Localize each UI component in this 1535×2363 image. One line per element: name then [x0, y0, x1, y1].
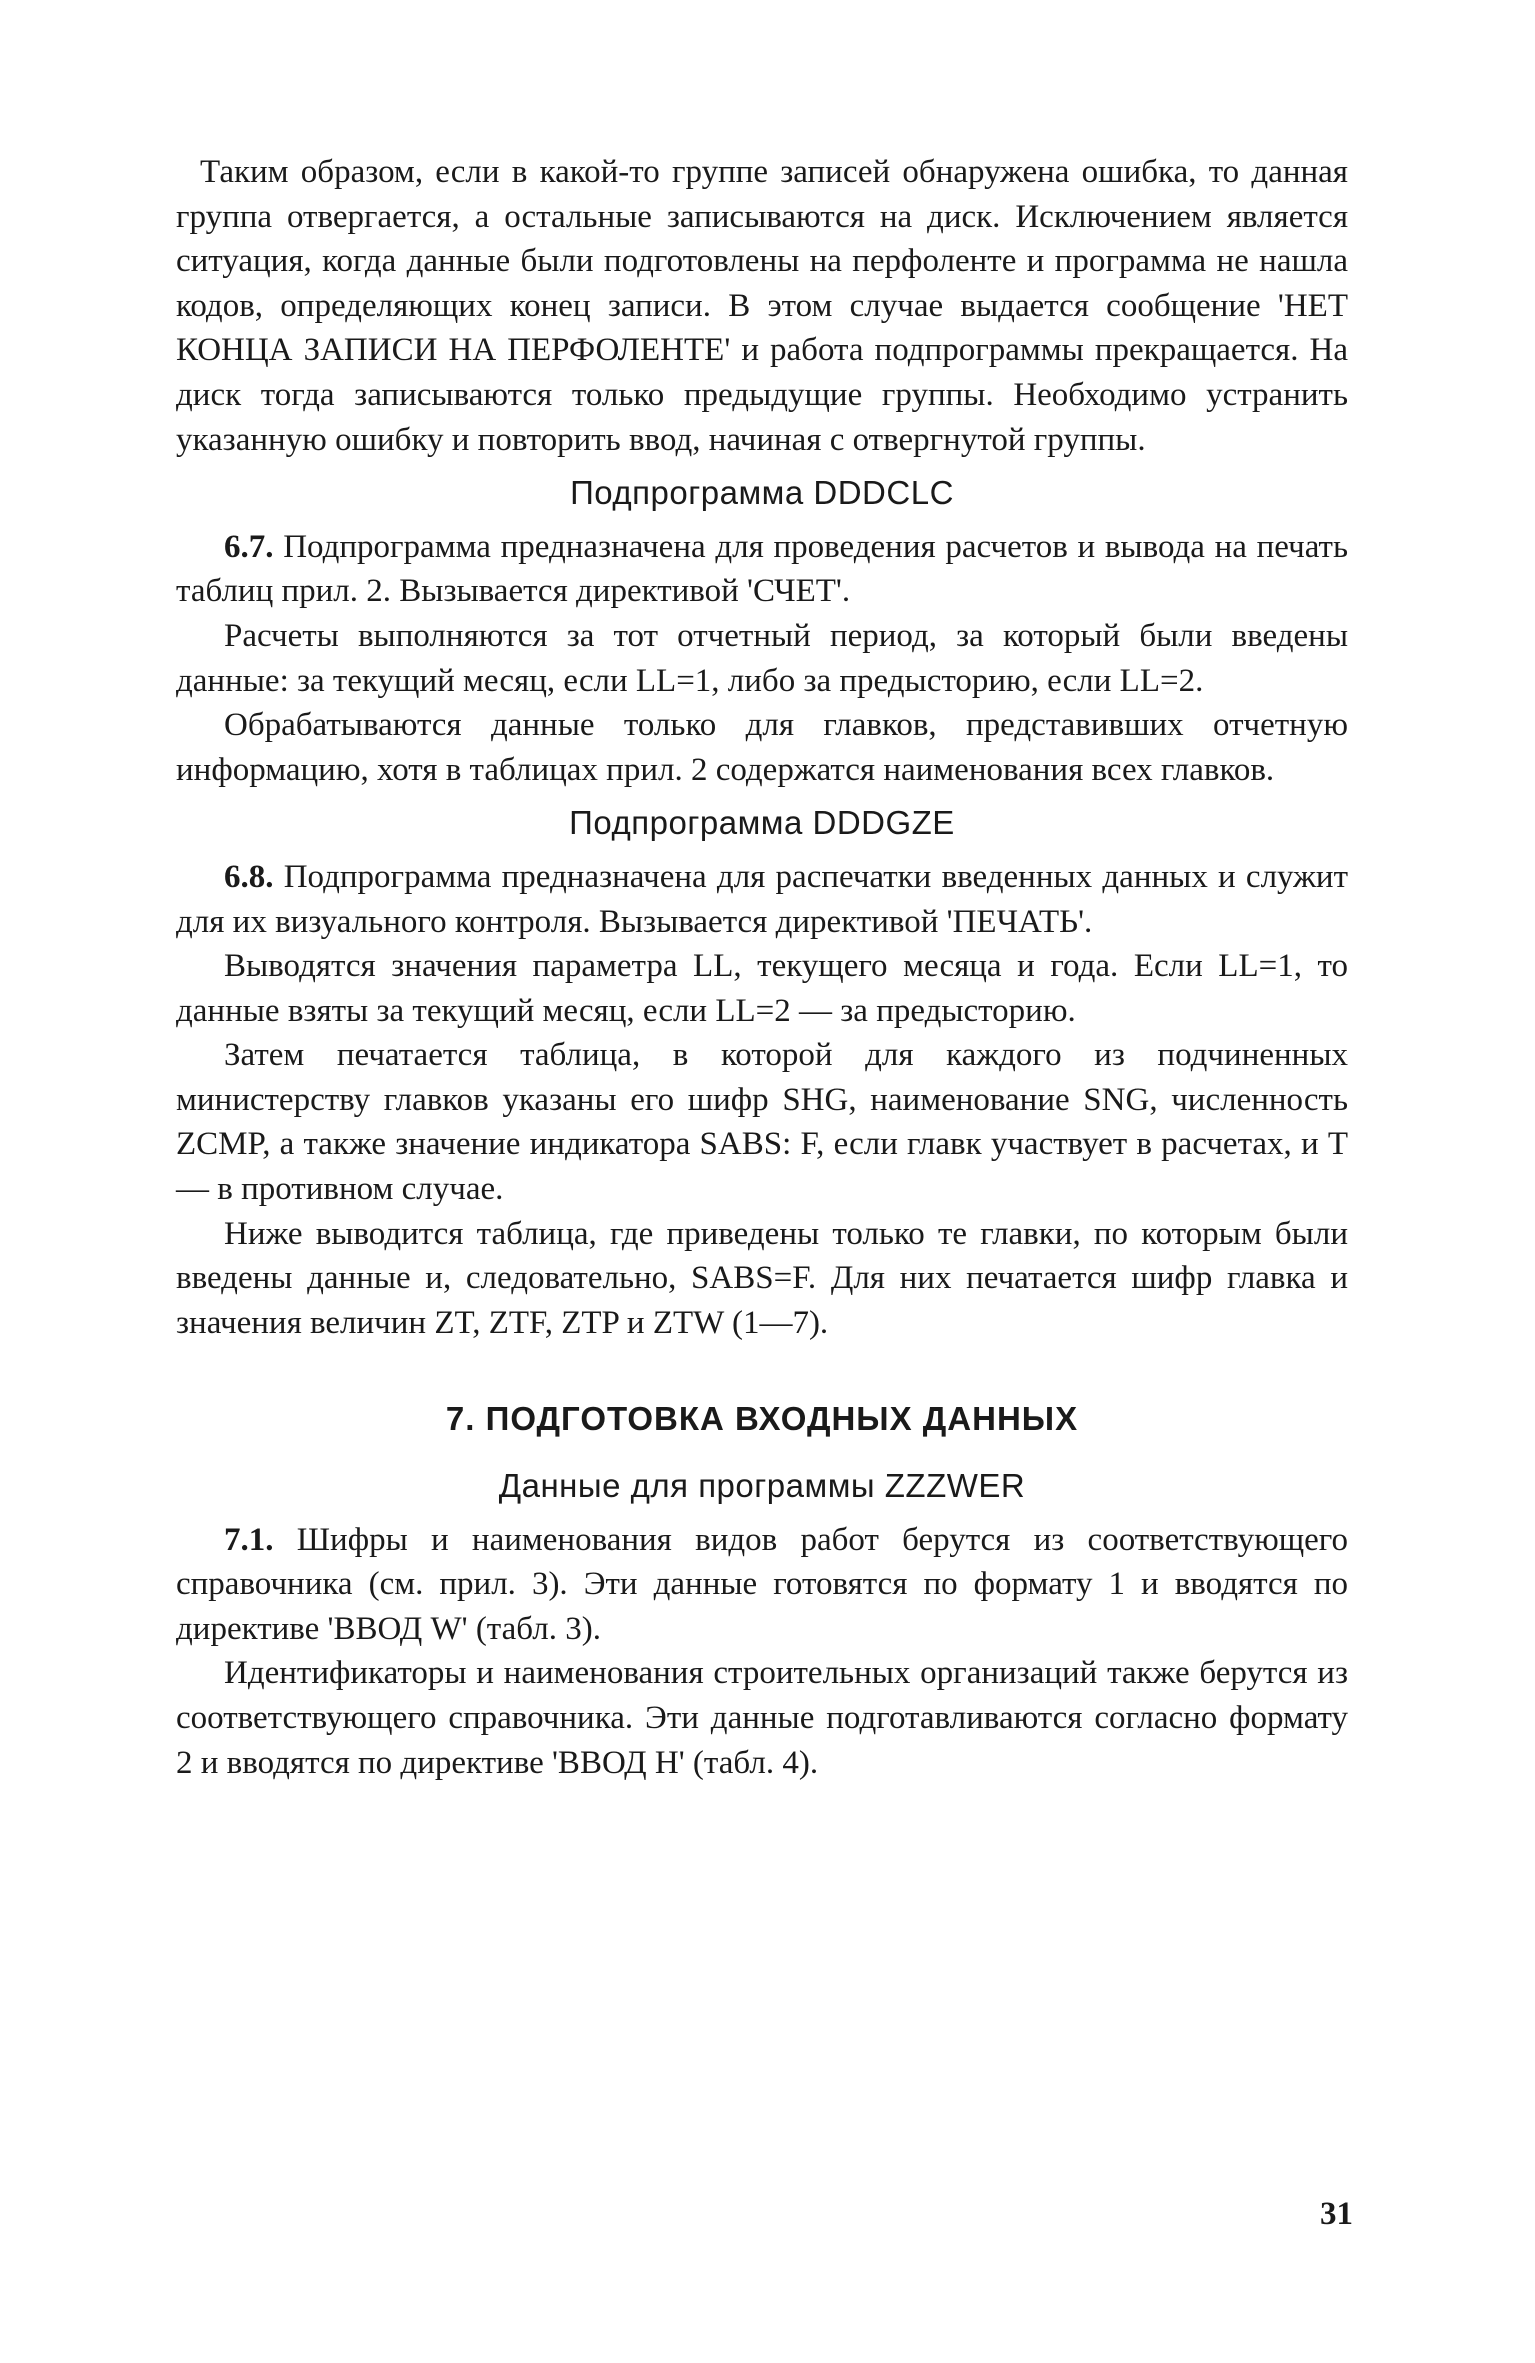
subheading-dddclc: Подпрограмма DDDCLC	[570, 474, 954, 512]
clause-number: 6.8.	[224, 858, 274, 895]
paragraph-output-parameters: Выводятся значения параметра LL, текущего месяца и года. Если LL=1, то данные взяты за текущий месяц, если LL=2 — за предысторию.	[176, 948, 1348, 1029]
clause-number: 7.1.	[224, 1521, 274, 1558]
clause-text: Шифры и наименования видов работ берутся из соответствующего справочника (см. прил. 3). Эти данные готовятся по формату 1 и вводятся по директиве 'ВВОД W' (табл. 3).	[176, 1521, 1348, 1647]
paragraph-second-table: Ниже выводится таблица, где приведены только те главки, по которым были введены данные и, следовательно, SABS=F. Для них печатается шифр главка и значения величин ZT, ZTF, ZTP и ZTW (1—7).	[176, 1215, 1348, 1341]
paragraph-6-8	[176, 855, 1348, 944]
paragraph-organization-identifiers: Идентификаторы и наименования строительных организаций также берутся из соответствующего справочника. Эти данные подготавливаются согласно формату 2 и вводятся по директиве 'ВВОД Н' (табл. 4).	[176, 1655, 1348, 1781]
subheading-dddgze: Подпрограмма DDDGZE	[569, 804, 955, 842]
section-heading-input-data: 7. ПОДГОТОВКА ВХОДНЫХ ДАННЫХ	[445, 1400, 1079, 1438]
page-number: 31	[1320, 2196, 1353, 2232]
clause-text: Подпрограмма предназначена для распечатки введенных данных и служит для их визуального контроля. Вызывается директивой 'ПЕЧАТЬ'.	[176, 858, 1348, 940]
page-body	[176, 150, 1348, 1785]
clause-number: 6.7.	[224, 528, 274, 565]
paragraph-processed-data: Обрабатываются данные только для главков, представивших отчетную информацию, хотя в таблицах прил. 2 содержатся наименования всех главков.	[176, 707, 1348, 788]
subheading-zzzwer: Данные для программы ZZZWER	[498, 1467, 1026, 1505]
paragraph-table-description: Затем печатается таблица, в которой для каждого из подчиненных министерству главков указаны его шифр SHG, наименование SNG, численность ZCMP, а также значение индикатора SABS: F, если главк участвует в расчетах, и T — в противном случае.	[176, 1037, 1348, 1208]
paragraph-7-1	[176, 1518, 1348, 1652]
paragraph-calculation-period: Расчеты выполняются за тот отчетный период, за который были введены данные: за текущий месяц, если LL=1, либо за предысторию, если LL=2.	[176, 617, 1348, 699]
clause-text: Подпрограмма предназначена для проведения расчетов и вывода на печать таблиц прил. 2. Вызывается директивой 'СЧЕТ'.	[176, 528, 1348, 610]
intro-paragraph: Таким образом, если в какой-то группе записей обнаружена ошибка, то данная группа отвергается, а остальные записываются на диск. Исключением является ситуация, когда данные были подготовлены на перфоленте и программа не нашла кодов, определяющих конец записи. В этом случае выдается сообщение 'НЕТ КОНЦА ЗАПИСИ НА ПЕРФОЛЕНТЕ' и работа подпрограммы прекращается. На диск тогда записываются только предыдущие группы. Необходимо устранить указанную ошибку и повторить ввод, начиная с отвергнутой группы.	[176, 154, 1348, 458]
paragraph-6-7	[176, 525, 1348, 614]
